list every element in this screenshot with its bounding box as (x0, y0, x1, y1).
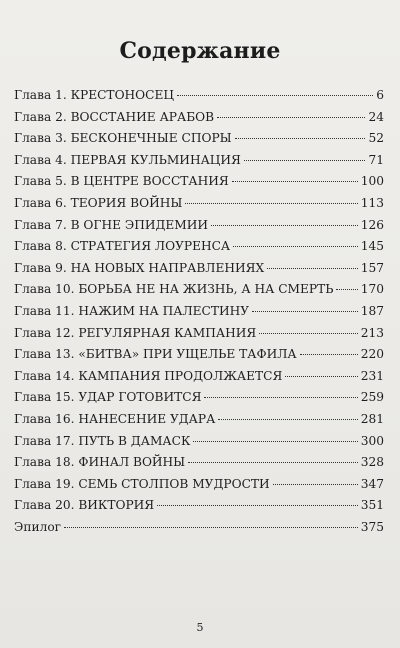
toc-entry-page: 187 (360, 303, 384, 318)
toc-entry-page: 157 (360, 260, 384, 275)
toc-entry (14, 258, 384, 280)
toc-entry (14, 323, 384, 345)
toc-entry-page: 213 (360, 325, 384, 340)
toc-entry (14, 128, 384, 150)
toc-dot-leader (252, 311, 358, 312)
toc-entry-label: Глава 1. КРЕСТОНОСЕЦ (14, 88, 175, 102)
toc-entry-label: Глава 20. ВИКТОРИЯ (14, 498, 155, 513)
toc-dot-leader (157, 505, 358, 506)
toc-entry (14, 452, 384, 474)
table-of-contents (14, 85, 384, 538)
toc-entry-page: 281 (360, 411, 384, 426)
toc-entry (14, 279, 384, 301)
toc-entry (14, 474, 384, 496)
toc-dot-leader (336, 289, 357, 290)
toc-dot-leader (177, 95, 373, 96)
toc-entry (14, 171, 384, 193)
toc-entry (14, 517, 384, 539)
toc-dot-leader (185, 203, 357, 204)
page-number: 5 (196, 621, 204, 634)
toc-entry-label: Глава 14. КАМПАНИЯ ПРОДОЛЖАЕТСЯ (14, 368, 283, 383)
toc-dot-leader (193, 441, 357, 442)
toc-dot-leader (188, 462, 358, 463)
toc-entry-page: 100 (360, 174, 384, 189)
toc-entry-page: 375 (360, 519, 384, 534)
toc-dot-leader (244, 160, 366, 161)
toc-entry-label: Глава 2. ВОССТАНИЕ АРАБОВ (14, 109, 215, 124)
toc-entry (14, 85, 384, 107)
toc-dot-leader (232, 181, 358, 182)
toc-dot-leader (267, 268, 358, 269)
toc-entry-page: 231 (360, 368, 384, 383)
toc-entry-page: 351 (360, 498, 384, 513)
toc-entry (14, 387, 384, 409)
toc-entry-label: Глава 13. «БИТВА» ПРИ УЩЕЛЬЕ ТАФИЛА (14, 347, 297, 362)
toc-dot-leader (217, 117, 365, 118)
toc-entry-page: 52 (368, 131, 384, 146)
toc-entry (14, 366, 384, 388)
toc-entry-page: 259 (360, 390, 384, 405)
toc-dot-leader (285, 376, 357, 377)
toc-entry-label: Глава 7. В ОГНЕ ЭПИДЕМИИ (14, 217, 208, 232)
toc-entry-label: Глава 4. ПЕРВАЯ КУЛЬМИНАЦИЯ (14, 152, 241, 167)
toc-entry-label: Глава 15. УДАР ГОТОВИТСЯ (14, 390, 202, 405)
toc-entry-label: Глава 16. НАНЕСЕНИЕ УДАРА (14, 411, 216, 426)
toc-entry-page: 328 (360, 455, 384, 470)
toc-entry-label: Эпилог (14, 519, 62, 534)
toc-entry-label: Глава 11. НАЖИМ НА ПАЛЕСТИНУ (14, 303, 250, 318)
toc-entry-page: 300 (360, 433, 384, 448)
toc-entry (14, 431, 384, 453)
toc-dot-leader (235, 138, 366, 139)
toc-entry (14, 193, 384, 215)
page-title: Содержание (119, 38, 281, 64)
toc-entry-page: 6 (376, 88, 384, 102)
toc-dot-leader (204, 397, 357, 398)
toc-dot-leader (300, 354, 358, 355)
toc-entry-label: Глава 12. РЕГУЛЯРНАЯ КАМПАНИЯ (14, 325, 257, 340)
toc-entry-label: Глава 17. ПУТЬ В ДАМАСК (14, 433, 191, 448)
toc-entry (14, 150, 384, 172)
toc-entry-label: Глава 18. ФИНАЛ ВОЙНЫ (14, 455, 186, 470)
toc-dot-leader (273, 484, 358, 485)
toc-entry (14, 107, 384, 129)
toc-dot-leader (259, 333, 358, 334)
toc-entry (14, 495, 384, 517)
toc-entry-page: 113 (360, 195, 384, 210)
toc-entry-label: Глава 10. БОРЬБА НЕ НА ЖИЗНЬ, А НА СМЕРТЬ (14, 282, 334, 297)
toc-dot-leader (218, 419, 357, 420)
toc-entry (14, 236, 384, 258)
toc-entry-label: Глава 3. БЕСКОНЕЧНЫЕ СПОРЫ (14, 131, 232, 146)
toc-entry-page: 126 (360, 217, 384, 232)
toc-entry-page: 347 (360, 476, 384, 491)
toc-entry (14, 344, 384, 366)
toc-entry (14, 409, 384, 431)
toc-dot-leader (64, 527, 358, 528)
toc-entry-label: Глава 5. В ЦЕНТРЕ ВОССТАНИЯ (14, 174, 229, 189)
toc-dot-leader (233, 246, 358, 247)
toc-entry-page: 71 (368, 152, 384, 167)
toc-entry (14, 301, 384, 323)
toc-entry-label: Глава 19. СЕМЬ СТОЛПОВ МУДРОСТИ (14, 476, 270, 491)
toc-entry-page: 170 (360, 282, 384, 297)
toc-entry-label: Глава 9. НА НОВЫХ НАПРАВЛЕНИЯХ (14, 260, 265, 275)
toc-entry-page: 24 (368, 109, 384, 124)
toc-entry-page: 145 (360, 239, 384, 254)
toc-entry-label: Глава 8. СТРАТЕГИЯ ЛОУРЕНСА (14, 239, 231, 254)
toc-entry (14, 215, 384, 237)
toc-entry-label: Глава 6. ТЕОРИЯ ВОЙНЫ (14, 195, 183, 210)
toc-entry-page: 220 (360, 347, 384, 362)
toc-dot-leader (211, 225, 358, 226)
